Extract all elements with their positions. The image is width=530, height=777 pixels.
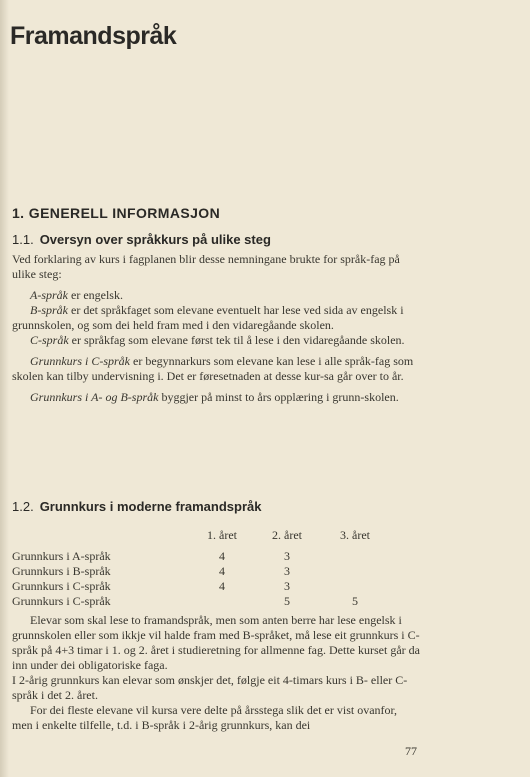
table-cell: 5 [352, 594, 358, 608]
row-label: Grunnkurs i B-språk [12, 564, 111, 578]
section-heading [12, 205, 220, 221]
row-label: Grunnkurs i A-språk [12, 549, 111, 563]
definition-text: er språkfag som elevane først tek til å lese i den vidaregåande skolen. [68, 333, 405, 347]
subsection-title: Grunnkurs i moderne framandspråk [39, 499, 262, 514]
definition-grunnkurs-ab [12, 390, 420, 405]
definition-term: A-språk [30, 288, 68, 302]
table-cell: 3 [284, 579, 290, 593]
definition-term: C-språk [30, 333, 69, 347]
column-header: 2. året [272, 528, 302, 542]
definition-a-sprak [12, 288, 420, 303]
page-edge [0, 0, 9, 777]
section-1-1-body [12, 252, 420, 405]
body-paragraph: For dei fleste elevane vil kursa vere delte på årsstega slik det er vist ovanfor, men i enkelte tilfelle, t.d. i B-språk i 2-årig grunnkurs, kan dei [12, 703, 398, 732]
subsection-heading-1-2 [12, 499, 261, 514]
intro-paragraph: Ved forklaring av kurs i fagplanen blir desse nemningane brukte for språk-fag på ulike steg: [12, 252, 400, 281]
page-number: 77 [405, 744, 417, 758]
body-paragraph: Elevar som skal lese to framandspråk, men som anten berre har lese engelsk i grunnskolen eller som ikkje vil halde fram med B-språket, må lese eit grunnkurs i C-språk på 4+3 timar i 1. og 2. året i studieretning for allmenne fag. Dette kurset går da inn under dei obligatoriske faga. [12, 613, 420, 672]
definition-text: er begynnarkurs som elevane kan lese i alle språk-fag som skolen kan tilby undervisning i. Det er føresetnaden at desse kur-sa går over to år. [12, 354, 414, 383]
definition-grunnkurs-c [12, 354, 420, 384]
table-cell: 4 [219, 549, 225, 563]
section-1-2-body [12, 613, 420, 733]
definition-b-sprak [12, 303, 420, 333]
table-cell: 3 [284, 549, 290, 563]
definition-term: Grunnkurs i C-språk [30, 354, 131, 368]
table-cell: 4 [219, 564, 225, 578]
table-cell: 5 [284, 594, 290, 608]
definition-text: er engelsk. [68, 288, 123, 302]
subsection-heading-1-1 [12, 232, 271, 247]
section-title: GENERELL INFORMASJON [28, 205, 221, 221]
row-label: Grunnkurs i C-språk [12, 579, 111, 593]
definition-text: byggjer på minst to års opplæring i grunn-skolen. [158, 390, 399, 404]
definition-term: Grunnkurs i A- og B-språk [30, 390, 159, 404]
table-cell: 3 [284, 564, 290, 578]
body-paragraph: I 2-årig grunnkurs kan elevar som ønskjer det, følgje eit 4-timars kurs i B- eller C-språk i det 2. året. [12, 673, 408, 702]
column-header: 1. året [207, 528, 237, 542]
table-cell: 4 [219, 579, 225, 593]
page-title: Framandspråk [10, 22, 177, 50]
section-number: 1. [12, 205, 25, 221]
definition-text: er det språkfaget som elevane eventuelt har lese ved sida av engelsk i grunnskolen, og som dei held fram med i den vidaregåande skolen. [12, 303, 404, 332]
subsection-number: 1.1. [12, 232, 34, 247]
definition-term: B-språk [30, 303, 68, 317]
subsection-title: Oversyn over språkkurs på ulike steg [39, 232, 271, 247]
row-label: Grunnkurs i C-språk [12, 594, 111, 608]
column-header: 3. året [340, 528, 370, 542]
subsection-number: 1.2. [12, 499, 34, 514]
definition-c-sprak [12, 333, 420, 348]
